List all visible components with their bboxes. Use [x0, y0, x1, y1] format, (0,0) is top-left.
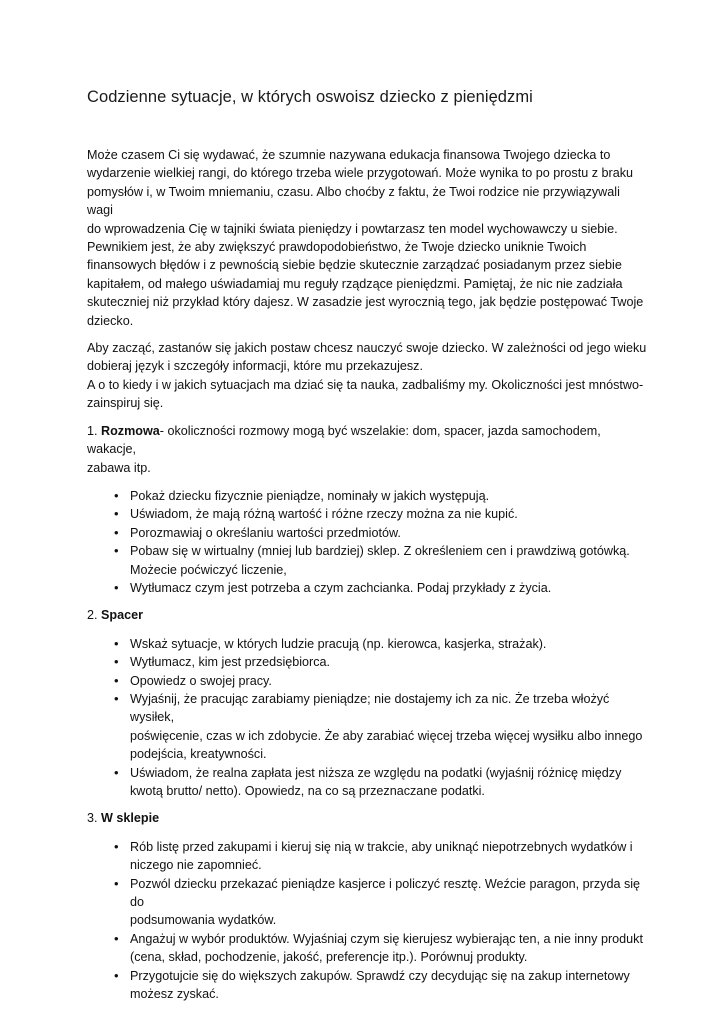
list-item-text: Uświadom, że mają różną wartość i różne rzeczy można za nie kupić.	[130, 507, 518, 522]
section3-number: 3.	[87, 811, 102, 826]
section3-title: W sklepie	[101, 811, 160, 826]
list-item-text: Wskaż sytuacje, w których ludzie pracują (np. kierowca, kasjerka, strażak).	[130, 636, 547, 651]
list-item-text: niczego nie zapomnieć.	[130, 858, 262, 873]
list-item	[87, 930, 647, 967]
list-item	[87, 764, 647, 801]
list-item	[87, 524, 647, 542]
section2-title: Spacer	[101, 608, 144, 623]
intro-line: finansowych błędów i z pewnością siebie będzie skutecznie zarządzać posiadanym przez siebie	[87, 258, 622, 273]
list-item-text: Pobaw się w wirtualny (mniej lub bardziej) sklep. Z określeniem cen i prawdziwą gotówką.	[130, 544, 630, 559]
list-item	[87, 653, 647, 671]
list-item-text: Wyjaśnij, że pracując zarabiamy pieniądze; nie dostajemy ich za nic. Że trzeba włożyć wysiłek,	[130, 691, 610, 725]
intro-line: skuteczniej niż przykład który dajesz. W zasadzie jest wyrocznią tego, jak będzie postępować Twoje	[87, 295, 644, 310]
section1-text: zabawa itp.	[87, 460, 151, 475]
intro-line: wydarzenie wielkiej rangi, do którego trzeba wiele przygotowań. Może wynika to po prostu z braku	[87, 166, 634, 181]
list-item-text: Angażuj w wybór produktów. Wyjaśniaj czym się kierujesz wybierając ten, a nie inny produkt	[130, 931, 643, 946]
list-item-text: Uświadom, że realna zapłata jest niższa ze względu na podatki (wyjaśnij różnicę między	[130, 765, 622, 780]
start-line: dobieraj język i szczegóły informacji, które mu przekazujesz.	[87, 359, 423, 374]
start-line: Aby zacząć, zastanów się jakich postaw chcesz nauczyć swoje dziecko. W zależności od jego wieku	[87, 341, 647, 356]
list-item	[87, 838, 647, 875]
list-item-text: (cena, skład, pochodzenie, jakość, preferencje itp.). Porównuj produkty.	[130, 950, 528, 965]
list-item-text: Pokaż dziecku fizycznie pieniądze, nominały w jakich występują.	[130, 488, 490, 503]
list-item-text: podejścia, kreatywności.	[130, 747, 267, 762]
document-body	[87, 146, 647, 1012]
list-item	[87, 542, 647, 579]
intro-line: kapitałem, od małego uświadamiaj mu reguły rządzące pieniędzmi. Pamiętaj, że nic nie zadziała	[87, 276, 623, 291]
list-item-text: Opowiedz o swojej pracy.	[130, 673, 272, 688]
list-item	[87, 672, 647, 690]
list-item	[87, 635, 647, 653]
list-item-text: kwotą brutto/ netto). Opowiedz, na co są przeznaczane podatki.	[130, 784, 485, 798]
list-item-text: Wytłumacz czym jest potrzeba a czym zachcianka. Podaj przykłady z życia.	[130, 580, 552, 595]
intro-paragraph	[87, 146, 647, 330]
section1-list	[87, 487, 647, 597]
section1-title: Rozmowa	[101, 423, 160, 438]
start-line: A o to kiedy i w jakich sytuacjach ma dziać się ta nauka, zadbaliśmy my. Okoliczności jest mnóstwo-	[87, 377, 644, 392]
section2-heading	[87, 606, 647, 624]
start-paragraph	[87, 339, 647, 413]
list-item-text: Pozwól dziecku przekazać pieniądze kasjerce i policzyć resztę. Weźcie paragon, przyda się do	[130, 876, 641, 910]
list-item-text: Przygotujcie się do większych zakupów. Sprawdź czy decydując się na zakup internetowy	[130, 968, 630, 983]
list-item	[87, 875, 647, 930]
intro-line: Pewnikiem jest, że aby zwiększyć prawdopodobieństwo, że Twoje dziecko uniknie Twoich	[87, 240, 587, 255]
list-item	[87, 505, 647, 523]
list-item-text: Porozmawiaj o określaniu wartości przedmiotów.	[130, 525, 401, 540]
section2-list	[87, 635, 647, 801]
list-item-text: Wytłumacz, kim jest przedsiębiorca.	[130, 655, 331, 670]
list-item-text: możesz zyskać.	[130, 987, 219, 1002]
list-item	[87, 487, 647, 505]
list-item-text: Możecie poćwiczyć liczenie,	[130, 562, 287, 577]
intro-line: do wprowadzenia Cię w tajniki świata pieniędzy i powtarzasz ten model wychowawczy u siebie.	[87, 221, 618, 236]
list-item	[87, 967, 647, 1004]
list-item	[87, 579, 647, 597]
intro-line: dziecko.	[87, 313, 134, 328]
section2-number: 2.	[87, 608, 102, 623]
intro-line: Może czasem Ci się wydawać, że szumnie nazywana edukacja finansowa Twojego dziecka to	[87, 148, 611, 162]
list-item-text: Rób listę przed zakupami i kieruj się nią w trakcie, aby uniknąć niepotrzebnych wydatków i	[130, 839, 633, 854]
list-item	[87, 690, 647, 764]
section3-heading	[87, 809, 647, 827]
section1-heading	[87, 422, 647, 477]
start-line: zainspiruj się.	[87, 396, 164, 411]
document-title: Codzienne sytuacje, w których oswoisz dziecko z pieniędzmi	[87, 88, 533, 106]
intro-line: pomysłów i, w Twoim mniemaniu, czasu. Albo choćby z faktu, że Twoi rodzice nie przywiązywali wagi	[87, 184, 620, 218]
section1-text: - okoliczności rozmowy mogą być wszelakie: dom, spacer, jazda samochodem, wakacje,	[87, 423, 601, 457]
list-item-text: podsumowania wydatków.	[130, 913, 277, 928]
section1-number: 1.	[87, 423, 102, 438]
section3-list	[87, 838, 647, 1004]
list-item-text: poświęcenie, czas w ich zdobycie. Że aby zarabiać więcej trzeba więcej wysiłku albo innego	[130, 728, 643, 743]
